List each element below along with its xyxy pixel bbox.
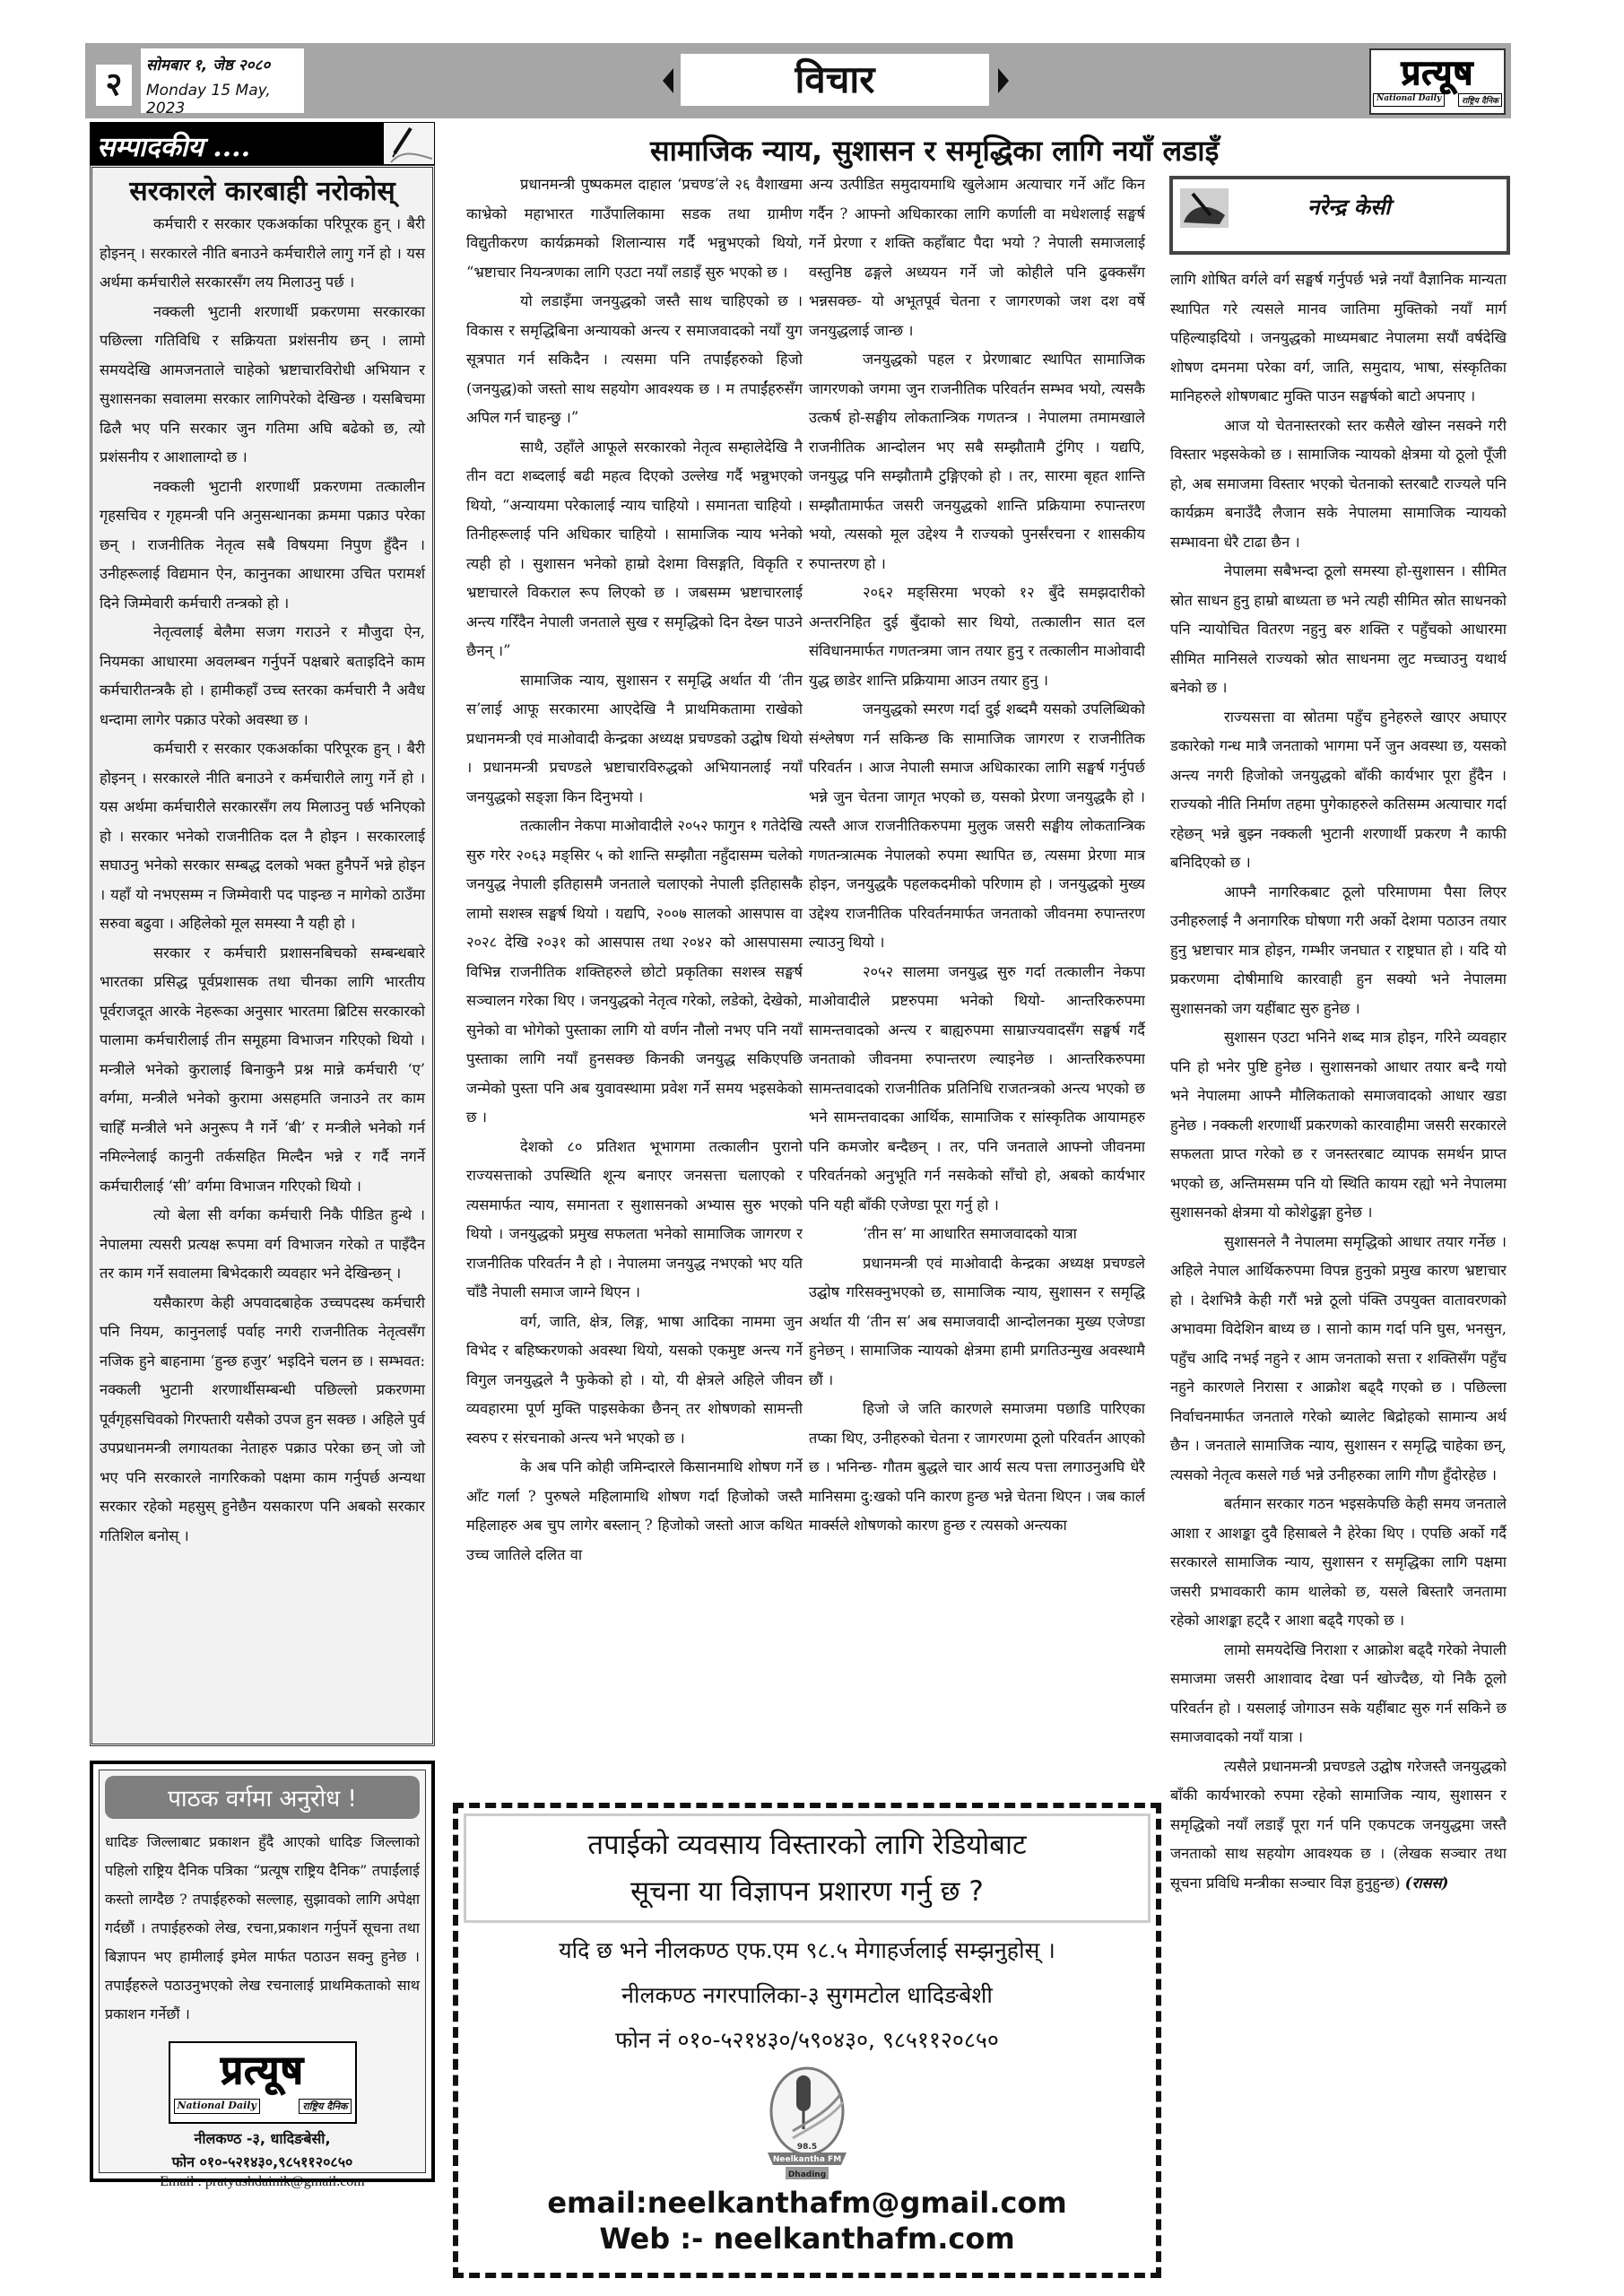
reader-request-text: धादिङ जिल्लाबाट प्रकाशन हुँदै आएको धादिङ जिल्लाको पहिलो राष्ट्रिय दैनिक पत्रिका “प्रत्यूष राष्ट्रिय दैनिक” तपाईंलाई कस्तो लाग्दैछ ? तपाईहरुको सल्लाह, सुझावको लागि अपेक्षा गर्दछौं । तपाईहरुको लेख, रचना,प्रकाशन गर्नुपर्ने सूचना तथा बिज्ञापन भए हामीलाई इमेल मार्फत पठाउन सक्नु हुनेछ । तपाईंहरुले पठाउनुभएको लेख रचनालाई प्राथमिकताको साथ प्रकाशन गर्नेछौं ।: [105, 1833, 420, 2022]
article-paragraph: सुशासनले नै नेपालमा समृद्धिको आधार तयार गर्नेछ । अहिले नेपाल आर्थिकरुपमा विपन्न हुनुको प्रमुख कारण भ्रष्टाचार हो । देशभित्रै केही गरौं भन्ने ठूलो पंक्ति उपयुक्त वातावरणको अभावमा विदेशिन बाध्य छ । सानो काम गर्दा पनि घुस, भनसुन, पहुँच आदि नभई नहुने र आम जनताको सत्ता र शक्तिसँग पहुँच नहुने कारणले निरासा र आक्रोश बढ्दै गएको छ । पछिल्ला निर्वाचनमार्फत जनताले गरेको ब्यालेट बिद्रोहको सामान्य अर्थ छैन । जनताले सामाजिक न्याय, सुशासन र समृद्धि चाहेका छन्, त्यसको नेतृत्व कसले गर्छ भन्ने उनीहरुका लागि गौण हुँदोरहेछ ।: [1170, 1232, 1507, 1483]
editorial-box: [90, 165, 435, 1746]
article-column-1: [466, 170, 803, 1798]
article-paragraph: २०५२ सालमा जनयुद्ध सुरु गर्दा तत्कालीन नेकपा माओवादीले प्रष्टरुपमा भनेको थियो- आन्तरिकरुपमा सामन्तवादको अन्त्य र बाह्यरुपमा साम्राज्यवादसँग सङ्घर्ष गर्दै जनताको जीवनमा रुपान्तरण ल्याइनेछ । आन्तरिकरुपमा सामन्तवादको राजनीतिक प्रतिनिधि राजतन्त्रको अन्त्य भएको छ भने सामन्तवादका आर्थिक, सामाजिक र सांस्कृतिक आयामहरु पनि कमजोर बन्दैछन् । तर, पनि जनताले आफ्नो जीवनमा परिवर्तनको अनुभूति गर्न नसकेको साँचो हो, अबको कार्यभार पनि यही बाँकी एजेण्डा पूरा गर्नु हो ।: [809, 962, 1145, 1213]
page-number: २: [96, 65, 132, 106]
ad-email[interactable]: email:neelkanthafm@gmail.com: [547, 2186, 1067, 2220]
editorial-paragraph: नक्कली भुटानी शरणार्थी प्रकरणमा तत्कालीन गृहसचिव र गृहमन्त्री पनि अनुसन्धानका क्रममा पक्राउ परेका छन् । राजनीतिक नेतृत्व सबै विषयमा निपुण हुँदैन । उनीहरूलाई विद्यमान ऐन, कानुनका आधारमा उचित परामर्श दिने जिम्मेवारी कर्मचारी तन्त्रको हो ।: [100, 477, 425, 612]
article-paragraph: जनयुद्धको पहल र प्रेरणाबाट स्थापित सामाजिक जागरणको जगमा जुन राजनीतिक परिवर्तन सम्भव भयो, त्यसकै उत्कर्ष हो-सङ्घीय लोकतान्त्रिक गणतन्त्र । नेपालमा तमामखाले राजनीतिक आन्दोलन भए सबै सम्झौतामै टुंगिए । यद्यपि, जनयुद्ध पनि सम्झौतामै टुङ्गिएको हो । तर, सारमा बृहत शान्ति सम्झौतामार्फत जसरी जनयुद्धको शान्ति प्रक्रियामा रुपान्तरण भयो, त्यसको मूल उद्देश्य नै राज्यको पुनर्संरचना र शासकीय रुपान्तरण हो ।: [809, 351, 1145, 572]
article-paragraph: जनयुद्धको स्मरण गर्दा दुई शब्दमै यसको उपलिब्धिको संश्लेषण गर्न सकिन्छ कि सामाजिक जागरण र राजनीतिक परिवर्तन । आज नेपाली समाज अधिकारका लागि सङ्घर्ष गर्नुपर्छ भन्ने जुन चेतना जागृत भएको छ, यसको प्रेरणा जनयुद्धकै हो । त्यस्तै आज राजनीतिकरुपमा मुलुक जसरी सङ्घीय लोकतान्त्रिक गणतन्त्रात्मक नेपालको रुपमा स्थापित छ, त्यसमा प्रेरणा मात्र होइन, जनयुद्धकै पहलकदमीको परिणाम हो । जनयुद्धको मुख्य उद्देश्य राजनीतिक परिवर्तनमार्फत जनताको जीवनमा रुपान्तरण ल्याउनु थियो ।: [809, 700, 1145, 951]
article-paragraph: हिजो जे जति कारणले समाजमा पछाडि पारिएका तप्का थिए, उनीहरुको चेतना र जागरणमा ठूलो परिवर्तन आएको छ । भनिन्छ- गौतम बुद्धले चार आर्य सत्य पत्ता लगाउनुअघि धेरै मानिसमा दु:खको पनि कारण हुन्छ भन्ने चेतना थिएन । जब कार्ल मार्क्सले शोषणको कारण हुन्छ र त्यसको अन्त्यका: [809, 1400, 1145, 1534]
article-paragraph: यो लडाइँमा जनयुद्धको जस्तै साथ चाहिएको छ । विकास र समृद्धिबिना अन्यायको अन्त्य र समाजवादको नयाँ युग सूत्रपात गर्न सकिदैन । त्यसमा पनि तपाईंहरुको हिजो (जनयुद्ध)को जस्तो साथ सहयोग आवश्यक छ । म तपाईंहरुसँग अपिल गर्न चाहन्छु ।”: [466, 292, 803, 426]
article-source: (रासस): [1404, 1874, 1449, 1892]
ad-logo-freq: 98.5: [796, 2143, 818, 2152]
editorial-header: [90, 122, 435, 165]
arrow-left-icon: [663, 68, 673, 93]
logo-tag-en: National Daily: [1373, 93, 1445, 107]
article-paragraph: सुशासन एउटा भनिने शब्द मात्र होइन, गरिने व्यवहार पनि हो भनेर पुष्टि हुनेछ । सुशासनको आधार तयार बन्दै गयो भने नेपालमा आफ्नै मौलिकताको समाजवादको आधार खडा हुनेछ । नक्कली शरणार्थी प्रकरणको कारवाहीमा जसरी सरकारले सफलता प्राप्त गरेको छ र जनस्तरबाट व्यापक समर्थन प्राप्त भएको छ, अन्तिमसम्म पनि यो स्थिति कायम रह्यो भने नेपालमा सुशासनको क्षेत्रमा यो कोशेढुङ्गा हुनेछ ।: [1170, 1029, 1507, 1221]
date-nepali: सोमबार १, जेष्ठ २०८०: [146, 57, 271, 74]
reader-request-banner: पाठक वर्गमा अनुरोध !: [105, 1776, 420, 1819]
editorial-label: सम्पादकीय ....: [97, 132, 251, 163]
newspaper-logo: [1369, 48, 1506, 115]
date-english: Monday 15 May, 2023: [146, 82, 271, 117]
editorial-paragraph: नक्कली भुटानी शरणार्थी प्रकरणमा सरकारका पछिल्ला गतिविधि र सक्रियता प्रशंसनीय छन् । लामो समयदेखि आमजनताले चाहेको भ्रष्टाचारविरोधी अभियान र सुशासनका सवालमा सरकार लागिपरेको देखिन्छ । यसबिचमा ढिलै भए पनि सरकार जुन गतिमा अघि बढेको छ, त्यो प्रशंसनीय र आशालाग्दो छ ।: [100, 302, 425, 465]
ad-headline-1: तपाईको व्यवसाय विस्तारको लागि रेडियोबाट: [587, 1829, 1027, 1861]
logo-name: प्रत्यूष: [1401, 52, 1474, 92]
article-paragraph: प्रधानमन्त्री पुष्पकमल दाहाल ‘प्रचण्ड’ले २६ वैशाखमा काभ्रेको महाभारत गाउँपालिकामा सडक तथा ग्रामीण विद्युतीकरण कार्यक्रमको शिलान्यास गर्दै भन्नुभएको थियो, “भ्रष्टाचार नियन्त्रणका लागि एउटा नयाँ लडाइँ सुरु भएको छ ।: [466, 176, 803, 281]
article-paragraph: [1170, 1752, 1507, 1899]
article-paragraph: लामो समयदेखि निराशा र आक्रोश बढ्दै गरेको नेपाली समाजमा जसरी आशावाद देखा पर्न खोज्दैछ, यो निकै ठूलो परिवर्तन हो । यसलाई जोगाउन सके यहींबाट सुरु गर्न सकिने छ समाजवादको नयाँ यात्रा ।: [1170, 1640, 1507, 1745]
radio-advertisement: [453, 1803, 1161, 2278]
reader-address: नीलकण्ठ -३, धादिङबेसी,: [194, 2130, 331, 2147]
ad-line-phone: फोन नं ०१०-५२१४३०/५९०४३०, ९८५११२०८५०: [615, 2027, 999, 2053]
date-box: [141, 48, 304, 117]
article-title: सामाजिक न्याय, सुशासन र समृद्धिका लागि नयाँ लडाइँ: [650, 134, 1220, 168]
article-paragraph: अन्य उत्पीडित समुदायमाथि खुलेआम अत्याचार गर्ने आँट किन गर्दैन ? आफ्नो अधिकारका लागि कर्णाली वा मधेशलाई सङ्घर्ष गर्ने प्रेरणा र शक्ति कहाँबाट पैदा भयो ? नेपाली समाजलाई वस्तुनिष्ठ ढङ्गले अध्ययन गर्ने जो कोहीले पनि ढुक्कसँग भन्नसक्छ- यो अभूतपूर्व चेतना र जागरणको जश दश वर्षे जनयुद्धलाई जान्छ ।: [809, 176, 1145, 339]
ad-headline-box: [464, 1813, 1151, 1923]
ad-line-frequency: यदि छ भने नीलकण्ठ एफ.एम ९८.५ मेगाहर्जलाई सम्झनुहोस् ।: [559, 1937, 1055, 1963]
editorial-paragraph: सरकार र कर्मचारी प्रशासनबिचको सम्बन्धबारे भारतका प्रसिद्ध पूर्वप्रशासक तथा चीनका लागि भारतीय पूर्वराजदूत आरके नेहरूका अनुसार भारतमा ब्रिटिस सरकारको पालामा कर्मचारीलाई तीन समूहमा विभाजन गरिएको थियो । मन्त्रीले भनेको कुरालाई बिनाकुनै प्रश्न मान्ने कर्मचारी ‘ए’ वर्गमा, मन्त्रीले भनेको कुरामा असहमति जनाउने तर काम चाहिँ मन्त्रीले भने अनुरूप नै गर्ने ‘बी’ र मन्त्रीले भनेको गर्न नमिल्नेलाई कानुनी तर्कसहित मिल्दैन भन्ने र गर्दै नगर्ने कर्मचारीलाई ‘सी’ वर्गमा विभाजन गरिएको थियो ।: [100, 944, 425, 1195]
masthead: [85, 43, 1511, 118]
article-column-3: [1170, 265, 1507, 2279]
article-paragraph: सामाजिक न्याय, सुशासन र समृद्धि अर्थात यी ‘तीन स’लाई आफू सरकारमा आएदेखि नै प्राथमिकतामा राखेको प्रधानमन्त्री एवं माओवादी केन्द्रका अध्यक्ष प्रचण्डको उद्घोष थियो । प्रधानमन्त्री प्रचण्डले भ्रष्टाचारविरुद्धको अभियानलाई नयाँ जनयुद्धको सङ्ज्ञा किन दिनुभयो ।: [466, 671, 803, 805]
ad-website[interactable]: Web :- neelkanthafm.com: [599, 2222, 1015, 2256]
ad-logo-place: Dhading: [787, 2170, 827, 2179]
arrow-right-icon: [998, 68, 1009, 93]
reader-email: Email : pratyushdainik@gmail.com: [160, 2174, 365, 2189]
article-subheading: ‘तीन स’ मा आधारित समाजवादको यात्रा: [863, 1225, 1077, 1242]
author-name: नरेन्द्र केसी: [1307, 195, 1391, 220]
reader-phone: फोन ०१०-५२१४३०,९८५११२०८५०: [171, 2153, 353, 2170]
article-paragraph: राज्यसत्ता वा स्रोतमा पहुँच हुनेहरुले खाएर अघाएर डकारेको गन्ध मात्रै जनताको भागमा पर्ने जुन अवस्था छ, यसको अन्त्य नगरी हिजोको जनयुद्धको बाँकी कार्यभार पूरा हुँदैन । राज्यको नीति निर्माण तहमा पुगेकाहरुले कतिसम्म अत्याचार गर्दा रहेछन् भन्ने बुझ्न नक्कली भुटानी शरणार्थी प्रकरण नै काफी बनिदिएको छ ।: [1170, 708, 1507, 871]
editorial-body: [100, 210, 425, 1551]
reader-request-box: [90, 1761, 435, 2189]
ad-headline-2: सूचना या विज्ञापन प्रशारण गर्नु छ ?: [630, 1875, 984, 1908]
ad-line-address: नीलकण्ठ नगरपालिका-३ सुगमटोल धादिङबेशी: [621, 1982, 993, 2008]
editorial-paragraph: नेतृत्वलाई बेलैमा सजग गराउने र मौजुदा ऐन, नियमका आधारमा अवलम्बन गर्नुपर्ने पक्षबारे बताइदिने काम कर्मचारीतन्त्रकै हो । हामीकहाँ उच्च स्तरका कर्मचारी नै अवैध धन्दामा लागेर पक्राउ परेको अवस्था छ ।: [100, 623, 425, 728]
ad-logo-name: Neelkantha FM: [772, 2155, 842, 2164]
microphone-icon: [796, 2075, 811, 2111]
logo-name: प्रत्यूष: [221, 2048, 304, 2093]
article-paragraph: २०६२ मङ्सिरमा भएको १२ बुँदे समझदारीको अन्तरनिहित दुई बुँदाको सार थियो, तत्कालीन सात दल संविधानमार्फत गणतन्त्रमा जान तयार हुनु र तत्कालीन माओवादी युद्ध छाडेर शान्ति प्रक्रियामा आउन तयार हुनु ।: [809, 584, 1145, 689]
article-paragraph: आज यो चेतनास्तरको स्तर कसैले खोस्न नसक्ने गरी विस्तार भइसकेको छ । सामाजिक न्यायको क्षेत्रमा यो ठूलो पूँजी हो, अब समाजमा विस्तार भएको चेतनाको स्तरबाटै राज्यले पनि कार्यक्रम बनाउँदै लैजान सके नेपालमा सामाजिक न्यायको सम्भावना धेरै टाढा छैन ।: [1170, 416, 1507, 551]
article-paragraph: नेपालमा सबैभन्दा ठूलो समस्या हो-सुशासन । सीमित स्रोत साधन हुनु हाम्रो बाध्यता छ भने त्यही सीमित स्रोत साधनको पनि न्यायोचित वितरण नहुनु बरु शक्ति र पहुँचको आधारमा सीमित मानिसले राज्यको स्रोत साधनमा लुट मच्चाउनु यथार्थ बनेको छ ।: [1170, 562, 1507, 696]
article-closing-text: त्यसैले प्रधानमन्त्री प्रचण्डले उद्घोष गरेजस्तै जनयुद्धको बाँकी कार्यभारको रुपमा रहेको सामाजिक न्याय, सुशासन र समृद्धिको नयाँ लडाइँ पूरा गर्न पनि एकपटक जनयुद्धमा जस्तै जनताको साथ सहयोग आवश्यक छ । (लेखक सञ्चार तथा सूचना प्रविधि मन्त्रीका सञ्चार विज्ञ हुनुहुन्छ): [1170, 1757, 1507, 1892]
logo-tag-np: राष्ट्रिय दैनिक: [1458, 93, 1502, 107]
article-paragraph: वर्ग, जाति, क्षेत्र, लिङ्ग, भाषा आदिका नाममा जुन विभेद र बहिष्करणको अवस्था थियो, यसको एकमुष्ट अन्त्य गर्ने विगुल जनयुद्धले नै फुकेको हो । यो, यी क्षेत्रले अहिले जीवन व्यवहारमा पूर्ण मुक्ति पाइसकेका छैनन् तर शोषणको सामन्ती स्वरुप र संरचनाको अन्त्य भने भएको छ ।: [466, 1312, 803, 1447]
editorial-paragraph: यसैकारण केही अपवादबाहेक उच्चपदस्थ कर्मचारी पनि नियम, कानुनलाई पर्वाह नगरी राजनीतिक नेतृत्वसँग नजिक हुने बाहनामा ‘हुन्छ हजुर’ भइदिने चलन छ । सम्भवत: नक्कली भुटानी शरणार्थीसम्बन्धी पछिल्लो प्रकरणमा पूर्वगृहसचिवको गिरफ्तारी यसैको उपज हुन सक्छ । अहिले पुर्व उपप्रधानमन्त्री लगायतका नेताहरु पक्राउ परेका छन् जो जो भए पनि सरकारले नागरिकको पक्षमा काम गर्नुपर्छ अन्यथा सरकार रहेको महसुस् हुनेछैन यसकारण पनि अबको सरकार गतिशिल बनोस् ।: [100, 1293, 425, 1544]
article-paragraph: साथै, उहाँले आफूले सरकारको नेतृत्व सम्हालेदेखि नै तीन वटा शब्दलाई बढी महत्व दिएको उल्लेख गर्दै भन्नुभएको थियो, “अन्यायमा परेकालाई न्याय चाहियो । समानता चाहियो । तिनीहरूलाई पनि अधिकार चाहियो । सामाजिक न्याय भनेको त्यही हो । सुशासन भनेको हाम्रो देशमा विसङ्गति, विकृति र भ्रष्टाचारले विकराल रूप लिएको छ । जबसम्म भ्रष्टाचारलाई अन्त्य गरिँदैन नेपाली जनताले सुख र समृद्धिको दिन देख्न पाउने छैनन् ।”: [466, 438, 803, 659]
logo-tag-np: राष्ट्रिय दैनिक: [299, 2099, 351, 2114]
article-paragraph: बर्तमान सरकार गठन भइसकेपछि केही समय जनताले आशा र आशङ्का दुवै हिसाबले नै हेरेका थिए । एपछि अर्को गर्दै सरकारले सामाजिक न्याय, सुशासन र समृद्धिका लागि पक्षमा जसरी प्रभावकारी काम थालेको छ, यसले बिस्तारै जनतामा रहेको आशङ्का हट्दै र आशा बढ्दै गएको छ ।: [1170, 1495, 1507, 1629]
article-paragraph: प्रधानमन्त्री एवं माओवादी केन्द्रका अध्यक्ष प्रचण्डले उद्घोष गरिसक्नुभएको छ, सामाजिक न्याय, सुशासन र समृद्धि अर्थात यी ‘तीन स’ अब समाजवादी आन्दोलनका मुख्य एजेण्डा हुनेछन् । सामाजिक न्यायको क्षेत्रमा हामी प्रगतिउन्मुख अवस्थामै छौं ।: [809, 1254, 1145, 1388]
article-paragraph: तत्कालीन नेकपा माओवादीले २०५२ फागुन १ गतेदेखि सुरु गरेर २०६३ मङ्सिर ५ को शान्ति सम्झौता नहुँदासम्म चलेको जनयुद्ध नेपाली इतिहासमै जनताले चलाएको नेपाली इतिहासकै लामो सशस्त्र सङ्घर्ष थियो । यद्यपि, २००७ सालको आसपास वा २०२८ देखि २०३१ को आसपास तथा २०४२ को आसपासमा विभिन्न राजनीतिक शक्तिहरुले छोटो प्रकृतिका सशस्त्र सङ्घर्ष सञ्चालन गरेका थिए । जनयुद्धको नेतृत्व गरेको, लडेको, देखेको, सुनेको वा भोगेको पुस्ताका लागि यो वर्णन नौलो नभए पनि नयाँ पुस्ताका लागि नयाँ हुनसक्छ किनकी जनयुद्ध सकिएपछि जन्मेको पुस्ता पनि अब युवावस्थामा प्रवेश गर्ने समय भइसकेको छ ।: [466, 817, 803, 1126]
pen-icon: [383, 122, 435, 165]
article-column-2: [809, 170, 1145, 1798]
editorial-paragraph: कर्मचारी र सरकार एकअर्काका परिपूरक हुन् । बैरी होइनन् । सरकारले नीति बनाउने र कर्मचारीले लागु गर्ने हो । यस अर्थमा कर्मचारीले सरकारसँग लय मिलाउनु पर्छ भनिएको हो । सरकार भनेको राजनीतिक दल नै होइन । सरकारलाई सघाउनु भनेको सरकार सम्बद्ध दलको भक्त हुनैपर्ने भन्ने होइन । यहाँ यो नभएसम्म न जिम्मेवारी पद पाइन्छ न मागेको ठाउँमा सरुवा बढुवा । अहिलेको मूल समस्या नै यही हो ।: [100, 740, 425, 932]
writing-hand-icon: [1180, 188, 1229, 228]
newspaper-logo-small: [169, 2041, 357, 2124]
article-paragraph: आफ्नै नागरिकबाट ठूलो परिमाणमा पैसा लिएर उनीहरुलाई नै अनागरिक घोषणा गरी अर्को देशमा पठाउन तयार हुनु भ्रष्टाचार मात्र होइन, गम्भीर जनघात र राष्ट्रघात हो । यदि यो प्रकरणमा दोषीमाथि कारवाही हुन सक्यो भने नेपालमा सुशासनको जग यहींबाट सुरु हुनेछ ।: [1170, 883, 1507, 1017]
article-paragraph: देशको ८० प्रतिशत भूभागमा तत्कालीन पुरानो राज्यसत्ताको उपस्थिति शून्य बनाएर जनसत्ता चलाएको र त्यसमार्फत न्याय, समानता र सुशासनको अभ्यास सुरु भएको थियो । जनयुद्धको प्रमुख सफलता भनेको सामाजिक जागरण र राजनीतिक परिवर्तन नै हो । नेपालमा जनयुद्ध नभएको भए यति चाँडै नेपाली समाज जाग्ने थिएन ।: [466, 1137, 803, 1300]
editorial-paragraph: कर्मचारी र सरकार एकअर्काका परिपूरक हुन् । बैरी होइनन् । सरकारले नीति बनाउने कर्मचारीले लागु गर्ने हो । यस अर्थमा कर्मचारीले सरकारसँग लय मिलाउनु पर्छ ।: [100, 215, 425, 291]
neelkantha-fm-logo: [766, 2066, 848, 2181]
article-paragraph: के अब पनि कोही जमिन्दारले किसानमाथि शोषण गर्ने आँट गर्ला ? पुरुषले महिलामाथि शोषण गर्दा हिजोको जस्तै महिलाहरु अब चुप लागेर बस्लान् ? हिजोको जस्तो आज कथित उच्च जातिले दलित वा: [466, 1458, 803, 1563]
logo-tag-en: National Daily: [174, 2099, 260, 2114]
section-title: विचार: [681, 54, 989, 106]
editorial-title: सरकारले कारबाही नरोकोस्: [129, 176, 395, 207]
author-byline: [1169, 176, 1510, 255]
editorial-paragraph: त्यो बेला सी वर्गका कर्मचारी निकै पीडित हुन्थे । नेपालमा त्यसरी प्रत्यक्ष रूपमा वर्ग विभाजन गरेको त पाइँदैन तर काम गर्ने सवालमा बिभेदकारी व्यवहार भने देखिन्छन् ।: [100, 1206, 425, 1282]
article-paragraph: लागि शोषित वर्गले वर्ग सङ्घर्ष गर्नुपर्छ भन्ने नयाँ वैज्ञानिक मान्यता स्थापित गरे त्यसले मानव जातिमा मुक्तिको नयाँ मार्ग पहिल्याइदियो । जनयुद्धको माध्यमबाट नेपालमा सयौं वर्षदेखि शोषण दमनमा परेका वर्ग, जाति, समुदाय, भाषा, संस्कृतिका मानिहरुले शोषणबाट मुक्ति पाउन सङ्घर्षको बाटो अपनाए ।: [1170, 271, 1507, 404]
